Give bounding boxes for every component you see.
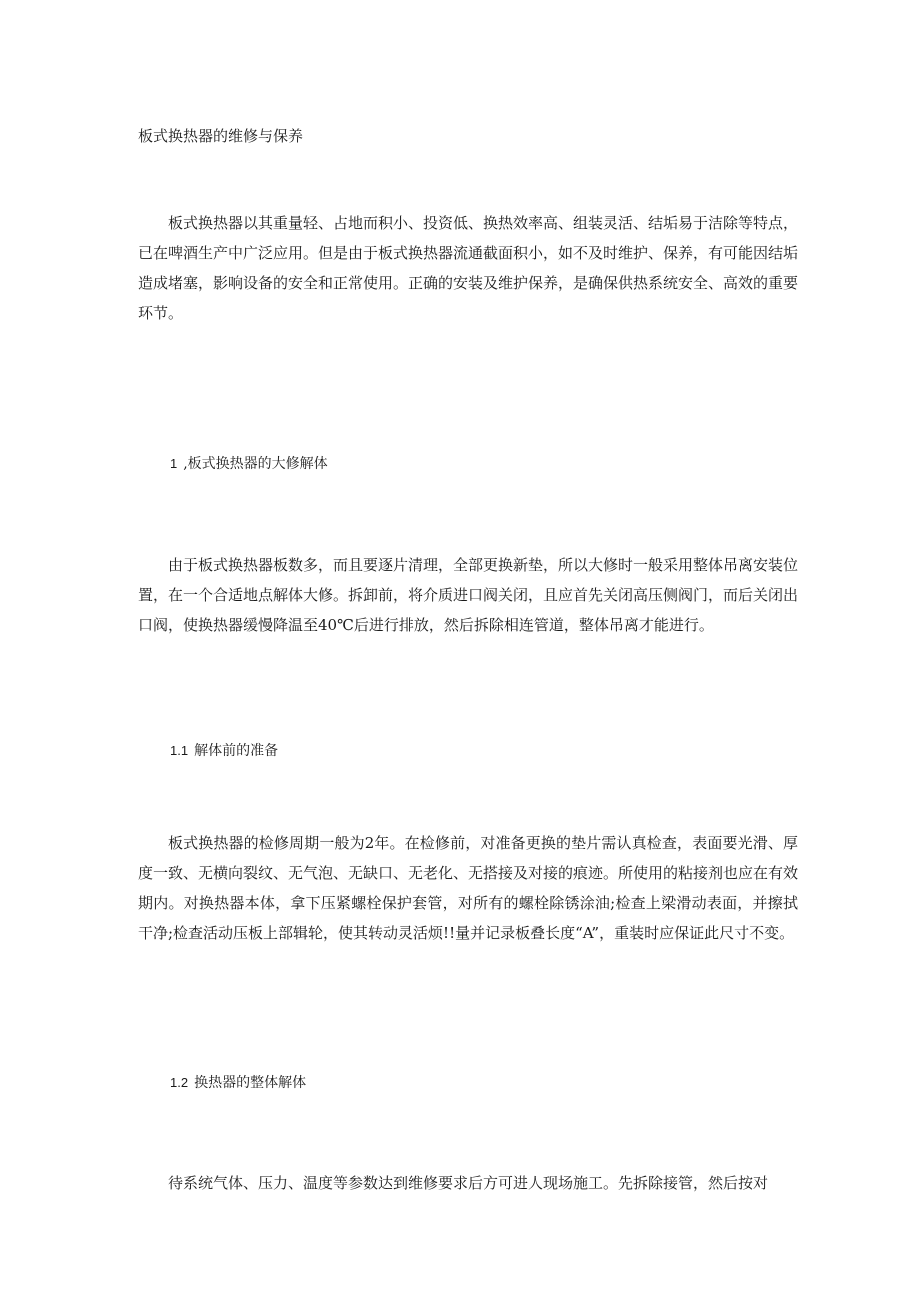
section-1-2-title: 换热器的整体解体 — [194, 1075, 307, 1091]
section-1-heading — [170, 452, 328, 476]
section-1-2-paragraph: 待系统气体、压力、温度等参数达到维修要求后方可进人现场施工。先拆除接管，然后按对 — [168, 1174, 769, 1192]
section-1-1-number: 1.1 — [170, 743, 189, 758]
section-1-paragraph: 由于板式换热器板数多，而且要逐片清理，全部更换新垫，所以大修时一般采用整体吊离安装位置，在一个合适地点解体大修。拆卸前，将介质进口阀关闭，且应首先关闭高压侧阀门，而后关闭出口阀，使换热器缓慢降温至40℃后进行排放，然后拆除相连管道，整体吊离才能进行。 — [138, 556, 799, 634]
section-1-1-heading — [170, 739, 278, 763]
section-1-2-number: 1.2 — [170, 1075, 189, 1090]
section-1-2-heading — [170, 1071, 306, 1095]
section-1-1-title: 解体前的准备 — [194, 743, 279, 759]
section-1-title: ,板式换热器的大修解体 — [183, 456, 328, 472]
intro-paragraph: 板式换热器以其重量轻、占地而积小、投资低、换热效率高、组装灵活、结垢易于洁除等特点，已在啤酒生产中广泛应用。但是由于板式换热器流通截面积小，如不及时维护、保养，有可能因结垢造成堵塞，影响设备的安全和正常使用。正确的安装及维护保养，是确保供热系统安全、高效的重要环节。 — [138, 214, 799, 322]
document-title: 板式换热器的维修与保养 — [138, 127, 304, 145]
section-1-number: 1 — [170, 456, 178, 471]
section-1-1-paragraph: 板式换热器的检修周期一般为2年。在检修前，对准备更换的垫片需认真检查，表面要光滑、厚度一致、无横向裂纹、无气泡、无缺口、无老化、无搭接及对接的痕迹。所使用的粘接剂也应在有效期内。对换热器本体，拿下压紧螺栓保护套管，对所有的螺栓除锈涂油;检查上梁滑动表面，并擦拭干净;检查活动压板上部辑轮，使其转动灵活烦!!量并记录板叠长度“A”，重装时应保证此尺寸不变。 — [138, 834, 799, 942]
